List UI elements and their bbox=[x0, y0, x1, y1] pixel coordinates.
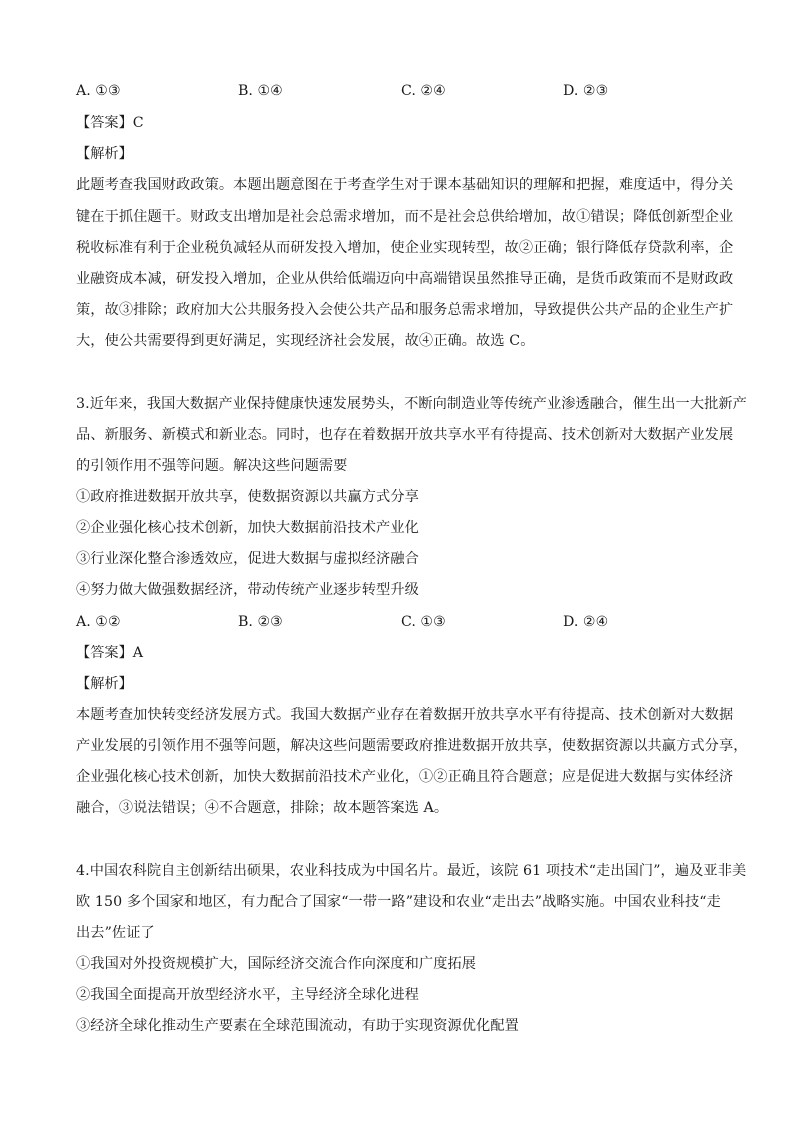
q4-stem-line: 4.中国农科院自主创新结出硕果，农业科技成为中国名片。最近，该院 61 项技术“走出国门”，遍及亚非美 bbox=[76, 863, 747, 879]
q2-analysis-label: 【解析】 bbox=[76, 146, 133, 162]
q3-analysis-line: 企业强化核心技术创新，加快大数据前沿技术产业化，①②正确且符合题意；应是促进大数据与实体经济 bbox=[76, 769, 734, 785]
q3-option-c: C. ①③ bbox=[401, 614, 446, 630]
q3-answer: 【答案】A bbox=[76, 645, 143, 661]
q2-analysis-line: 大，使公共需要得到更好满足，实现经济社会发展，故④正确。故选 C。 bbox=[76, 333, 535, 349]
q4-stem-line: 出去”佐证了 bbox=[76, 925, 155, 941]
q2-option-c: C. ②④ bbox=[401, 83, 446, 99]
q3-item: ②企业强化核心技术创新，加快大数据前沿技术产业化 bbox=[76, 520, 419, 536]
q3-stem-line: 的引领作用不强等问题。解决这些问题需要 bbox=[76, 458, 348, 474]
q4-stem-line: 欧 150 多个国家和地区，有力配合了国家“一带一路”建设和农业“走出去”战略实施。中国农业科技“走 bbox=[76, 894, 721, 910]
q3-stem-line: 3.近年来，我国大数据产业保持健康快速发展势头，不断向制造业等传统产业渗透融合，催生出一大批新产 bbox=[76, 396, 747, 412]
q3-options bbox=[76, 612, 726, 632]
q2-option-b: B. ①④ bbox=[238, 83, 283, 99]
q3-item: ①政府推进数据开放共享，使数据资源以共赢方式分享 bbox=[76, 489, 419, 505]
q2-options bbox=[76, 81, 726, 101]
q2-answer: 【答案】C bbox=[76, 115, 144, 131]
q2-analysis-line: 此题考查我国财政政策。本题出题意图在于考查学生对于课本基础知识的理解和把握，难度适中，得分关 bbox=[76, 177, 734, 193]
q3-analysis-line: 本题考查加快转变经济发展方式。我国大数据产业存在着数据开放共享水平有待提高、技术创新对大数据 bbox=[76, 707, 734, 723]
q3-item: ③行业深化整合渗透效应，促进大数据与虚拟经济融合 bbox=[76, 551, 419, 567]
q4-item: ②我国全面提高开放型经济水平，主导经济全球化进程 bbox=[76, 987, 419, 1003]
q2-analysis-line: 键在于抓住题干。财政支出增加是社会总需求增加，而不是社会总供给增加，故①错误；降低创新型企业 bbox=[76, 209, 734, 225]
q2-analysis-line: 业融资成本减，研发投入增加，企业从供给低端迈向中高端错误虽然推导正确，是货币政策而不是财政政 bbox=[76, 271, 734, 287]
q3-option-a: A. ①② bbox=[76, 614, 121, 630]
q3-option-d: D. ②④ bbox=[563, 614, 609, 630]
q2-option-d: D. ②③ bbox=[563, 83, 609, 99]
q3-option-b: B. ②③ bbox=[238, 614, 283, 630]
q3-item: ④努力做大做强数据经济，带动传统产业逐步转型升级 bbox=[76, 582, 419, 598]
q3-analysis-line: 融合，③说法错误；④不合题意，排除；故本题答案选 A。 bbox=[76, 800, 449, 816]
q2-analysis-line: 策，故③排除；政府加大公共服务投入会使公共产品和服务总需求增加，导致提供公共产品的企业生产扩 bbox=[76, 302, 734, 318]
q2-option-a: A. ①③ bbox=[76, 83, 121, 99]
q3-analysis-line: 产业发展的引领作用不强等问题，解决这些问题需要政府推进数据开放共享，使数据资源以共赢方式分享， bbox=[76, 738, 748, 754]
q3-stem-line: 品、新服务、新模式和新业态。同时，也存在着数据开放共享水平有待提高、技术创新对大数据产业发展 bbox=[76, 427, 734, 443]
q4-item: ③经济全球化推动生产要素在全球范围流动，有助于实现资源优化配置 bbox=[76, 1018, 519, 1034]
q4-item: ①我国对外投资规模扩大，国际经济交流合作向深度和广度拓展 bbox=[76, 956, 477, 972]
q3-analysis-label: 【解析】 bbox=[76, 676, 133, 692]
q2-analysis-line: 税收标准有利于企业税负减轻从而研发投入增加，使企业实现转型，故②正确；银行降低存贷款利率，企 bbox=[76, 240, 734, 256]
